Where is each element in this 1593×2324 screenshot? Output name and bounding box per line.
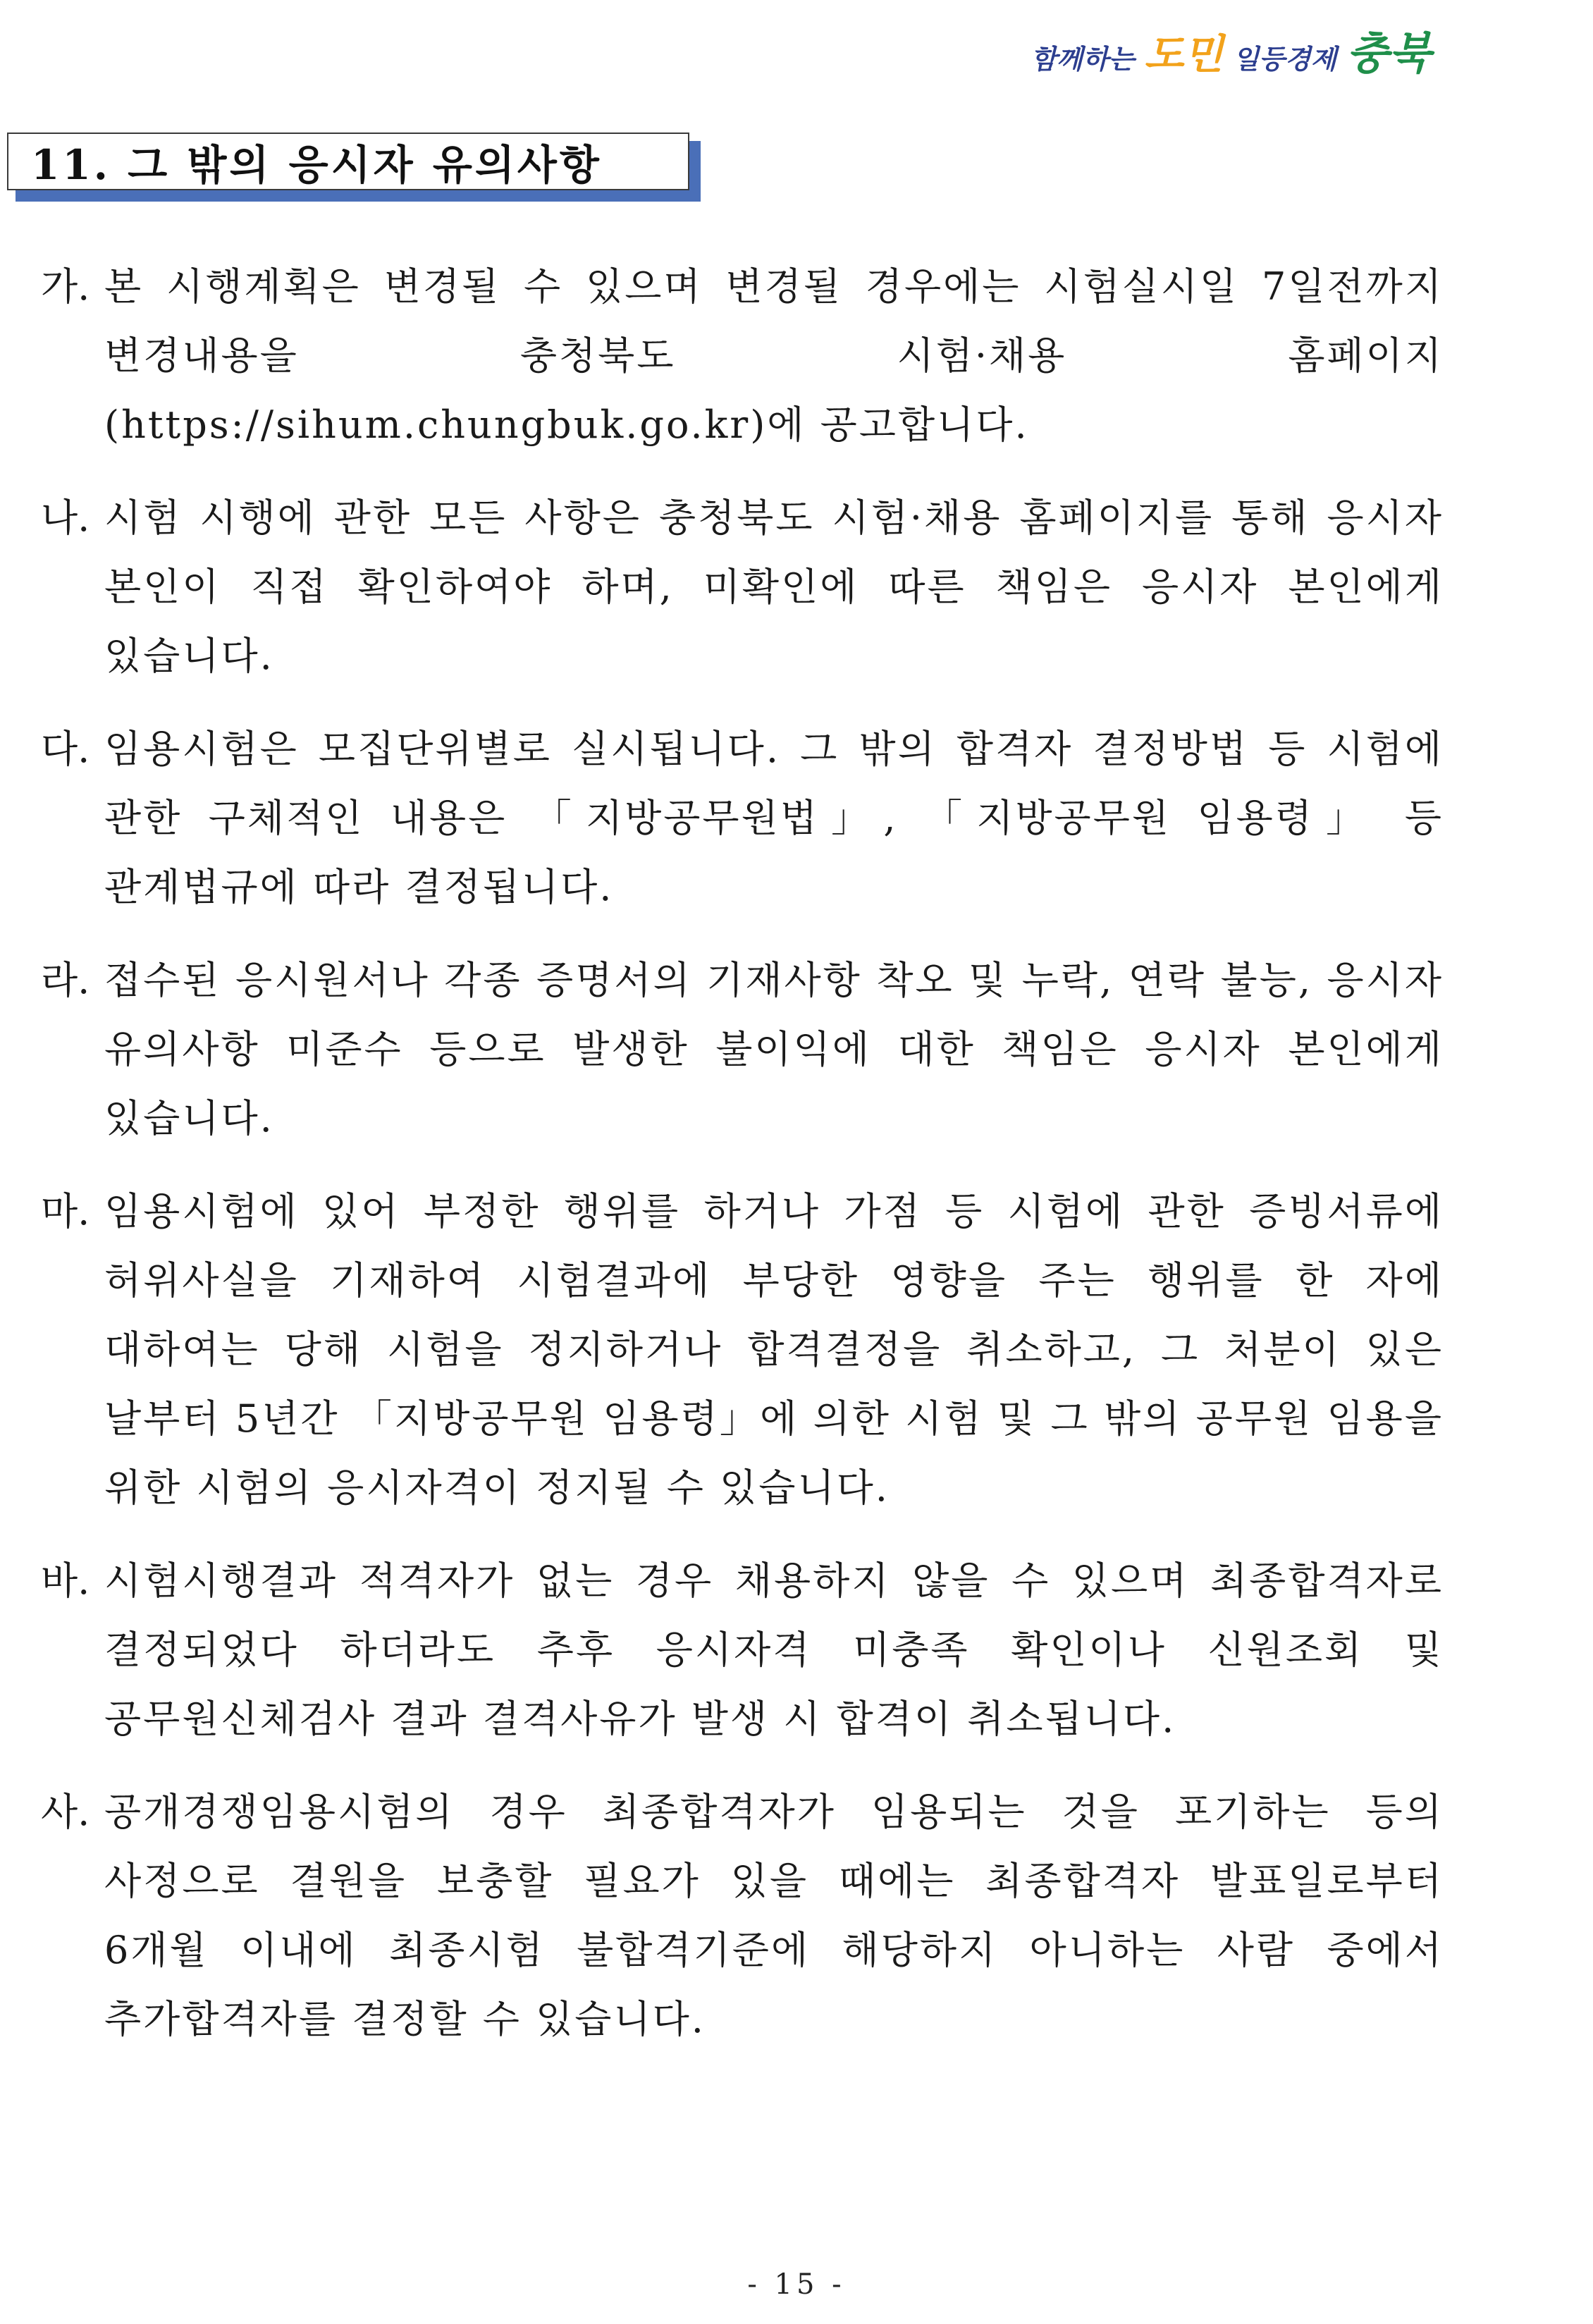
- notice-list: [41, 252, 1444, 2078]
- list-item: [41, 715, 1444, 922]
- list-item-text: 본 시행계획은 변경될 수 있으며 변경될 경우에는 시험실시일 7일전까지 변경내용을 충청북도 시험·채용 홈페이지(https://sihum.chungbuk.go.kr)에 공고합니다.: [104, 264, 1444, 447]
- page-number: - 15 -: [747, 2268, 846, 2301]
- list-item-marker: 나.: [41, 496, 90, 540]
- list-item-marker: 마.: [41, 1189, 90, 1234]
- list-item-marker: 가.: [41, 264, 90, 309]
- list-item: [41, 252, 1444, 460]
- list-item: [41, 946, 1444, 1153]
- logo-text-part4: 충북: [1346, 27, 1431, 79]
- section-heading: [7, 133, 701, 202]
- logo-text-part3: 일등경제: [1233, 44, 1337, 75]
- section-title: 11. 그 밖의 응시자 유의사항: [7, 133, 689, 190]
- logo-text-part2: 도민: [1144, 30, 1224, 78]
- list-item-text: 임용시험에 있어 부정한 행위를 하거나 가점 등 시험에 관한 증빙서류에 허위사실을 기재하여 시험결과에 부당한 영향을 주는 행위를 한 자에 대하여는 당해 시험을 정지하거나 합격결정을 취소하고, 그 처분이 있은 날부터 5년간 「지방공무원 임용령」에 의한 시험 및 그 밖의 공무원 임용을 위한 시험의 응시자격이 정지될 수 있습니다.: [104, 1189, 1444, 1510]
- list-item-marker: 라.: [41, 958, 90, 1002]
- list-item-text: 공개경쟁임용시험의 경우 최종합격자가 임용되는 것을 포기하는 등의 사정으로 결원을 보충할 필요가 있을 때에는 최종합격자 발표일로부터 6개월 이내에 최종시험 불합격기준에 해당하지 아니하는 사람 중에서 추가합격자를 결정할 수 있습니다.: [104, 1790, 1444, 2041]
- list-item: [41, 1177, 1444, 1523]
- list-item-text: 시험시행결과 적격자가 없는 경우 채용하지 않을 수 있으며 최종합격자로 결정되었다 하더라도 추후 응시자격 미충족 확인이나 신원조회 및 공무원신체검사 결과 결격사유가 발생 시 합격이 취소됩니다.: [104, 1558, 1444, 1741]
- list-item-marker: 사.: [41, 1790, 90, 1834]
- list-item: [41, 484, 1444, 691]
- list-item: [41, 1547, 1444, 1754]
- list-item-marker: 바.: [41, 1558, 90, 1603]
- list-item-text: 접수된 응시원서나 각종 증명서의 기재사항 착오 및 누락, 연락 불능, 응시자 유의사항 미준수 등으로 발생한 불이익에 대한 책임은 응시자 본인에게 있습니다.: [104, 958, 1444, 1141]
- header-logo: [1031, 18, 1431, 81]
- list-item-text: 시험 시행에 관한 모든 사항은 충청북도 시험·채용 홈페이지를 통해 응시자 본인이 직접 확인하여야 하며, 미확인에 따른 책임은 응시자 본인에게 있습니다.: [104, 496, 1444, 678]
- list-item-text: 임용시험은 모집단위별로 실시됩니다. 그 밖의 합격자 결정방법 등 시험에 관한 구체적인 내용은 「지방공무원법」, 「지방공무원 임용령」 등 관계법규에 따라 결정됩니다.: [104, 727, 1444, 909]
- list-item-marker: 다.: [41, 727, 90, 771]
- list-item: [41, 1778, 1444, 2054]
- logo-text-part1: 함께하는: [1031, 44, 1135, 75]
